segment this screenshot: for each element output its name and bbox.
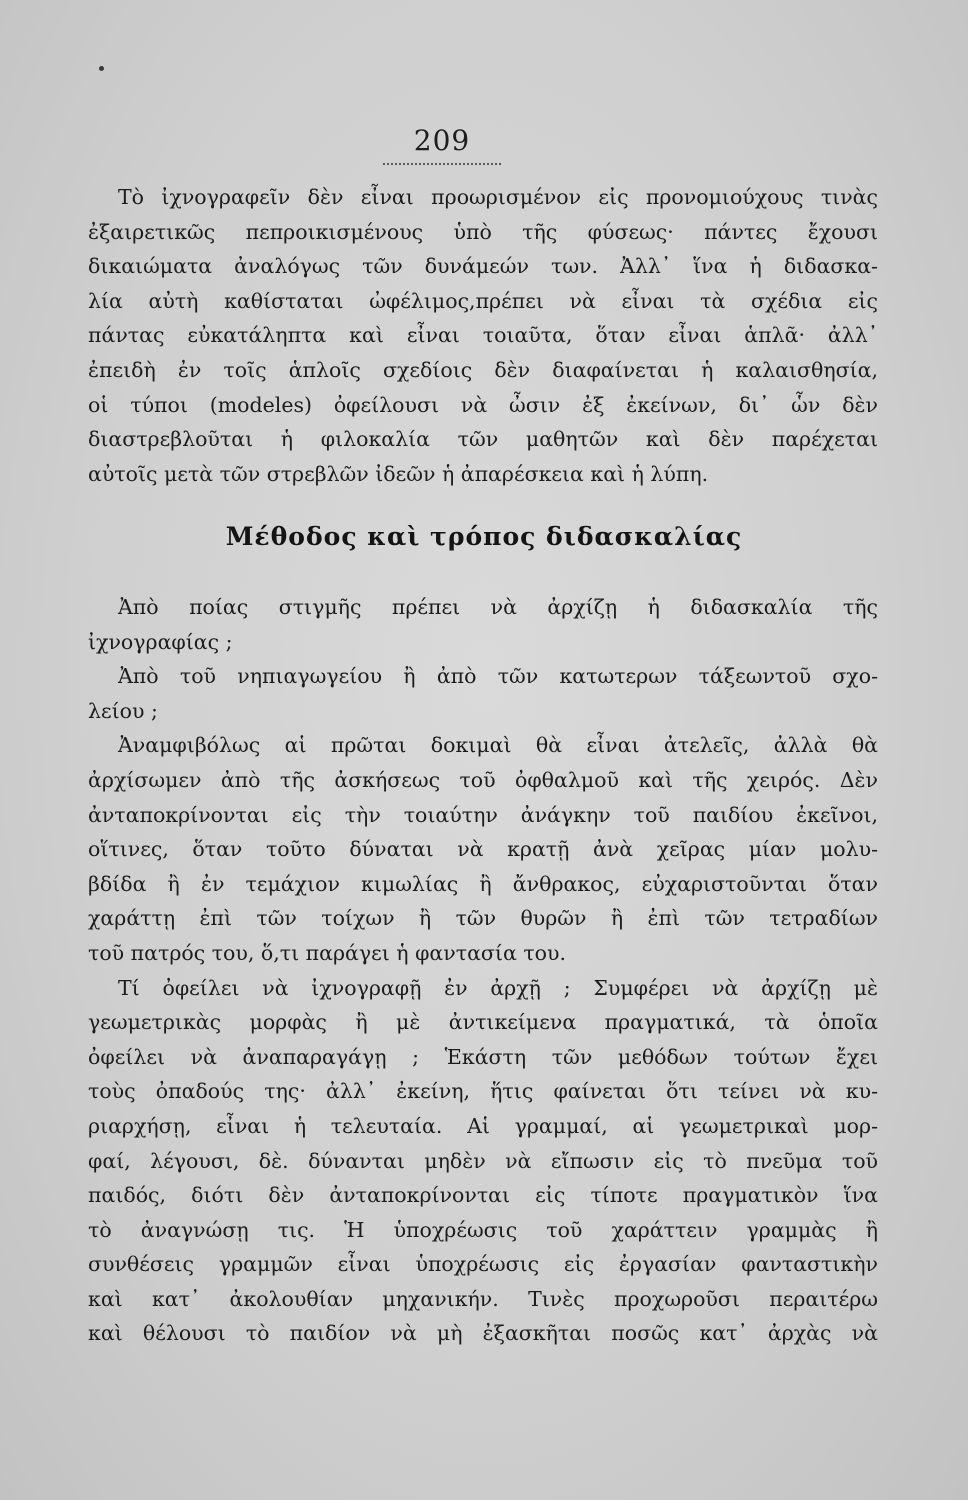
text-line: ἐπειδὴ ἐν τοῖς ἁπλοῖς σχεδίοις δὲν διαφαίνεται ἡ καλαισθησία, bbox=[88, 357, 878, 382]
text-line: βδίδα ἢ ἐν τεμάχιον κιμωλίας ἢ ἄνθρακος, εὐχαριστοῦνται ὅταν bbox=[88, 871, 878, 896]
paragraph-intro bbox=[88, 180, 878, 491]
text-line: παιδός, διότι δὲν ἀνταποκρίνονται εἰς τίποτε πραγματικὸν ἵνα bbox=[88, 1183, 878, 1208]
text-line: Ἀναμφιβόλως αἱ πρῶται δοκιμαὶ θὰ εἶναι ἀτελεῖς, ἀλλὰ θὰ bbox=[118, 733, 878, 758]
text-line: οἵτινες, ὅταν τοῦτο δύναται νὰ κρατῇ ἀνὰ χεῖρας μίαν μολυ- bbox=[88, 837, 878, 862]
text-line: ἐξαιρετικῶς πεπροικισμένους ὑπὸ τῆς φύσεως· πάντες ἔχουσι bbox=[88, 219, 878, 244]
text-line: χαράττῃ ἐπὶ τῶν τοίχων ἢ τῶν θυρῶν ἢ ἐπὶ τῶν τετραδίων bbox=[88, 906, 878, 931]
text-line: Τὸ ἰχνογραφεῖν δὲν εἶναι προωρισμένον εἰς προνομιούχους τινὰς bbox=[118, 185, 878, 209]
text-line: ἀνταποκρίνονται εἰς τὴν τοιαύτην ἀνάγκην τοῦ παιδίου ἐκεῖνοι, bbox=[88, 802, 878, 827]
text-line: τοῦ πατρός του, ὅ,τι παράγει ἡ φαντασία του. bbox=[88, 940, 566, 965]
text-line: ὀφείλει νὰ ἀναπαραγάγῃ ; Ἑκάστη τῶν μεθόδων τούτων ἔχει bbox=[88, 1044, 878, 1069]
text-line: καὶ θέλουσι τὸ παιδίον νὰ μὴ ἐξασκῆται ποσῶς κατ᾿ ἀρχὰς νὰ bbox=[88, 1321, 878, 1346]
text-line: Ἀπὸ τοῦ νηπιαγωγείου ἢ ἀπὸ τῶν κατωτερων τάξεωντοῦ σχο- bbox=[118, 664, 878, 689]
text-line: καὶ κατ᾿ ἀκολουθίαν μηχανικήν. Τινὲς προχωροῦσι περαιτέρω bbox=[88, 1286, 878, 1311]
page-number: 209 bbox=[413, 124, 471, 157]
text-line: οἱ τύποι (modeles) ὀφείλουσι νὰ ὦσιν ἐξ ἐκείνων, δι᾿ ὧν δὲν bbox=[88, 392, 878, 417]
text-line: φαί, λέγουσι, δὲ. δύνανται μηδὲν νὰ εἴπωσιν εἰς τὸ πνεῦμα τοῦ bbox=[88, 1148, 878, 1173]
text-line: λείου ; bbox=[88, 698, 158, 723]
text-line: αὐτοῖς μετὰ τῶν στρεβλῶν ἰδεῶν ἡ ἀπαρέσκεια καὶ ἡ λύπη. bbox=[88, 461, 709, 486]
text-line: Ἀπὸ ποίας στιγμῆς πρέπει νὰ ἀρχίζῃ ἡ διδασκαλία τῆς bbox=[118, 595, 878, 619]
text-line: τοὺς ὀπαδούς της· ἀλλ᾿ ἐκείνη, ἥτις φαίνεται ὅτι τείνει νὰ κυ- bbox=[88, 1079, 878, 1104]
text-line: διαστρεβλοῦται ἡ φιλοκαλία τῶν μαθητῶν καὶ δὲν παρέχεται bbox=[88, 427, 878, 452]
text-line: συνθέσεις γραμμῶν εἶναι ὑποχρέωσις εἰς ἐργασίαν φανταστικὴν bbox=[88, 1252, 878, 1277]
text-line: ἰχνογραφίας ; bbox=[88, 629, 233, 654]
text-line: ἀρχίσωμεν ἀπὸ τῆς ἀσκήσεως τοῦ ὀφθαλμοῦ καὶ τῆς χειρός. Δὲν bbox=[88, 767, 878, 792]
text-line: λία αὐτὴ καθίσταται ὠφέλιμος,πρέπει νὰ εἶναι τὰ σχέδια εἰς bbox=[88, 288, 878, 313]
paragraph-method bbox=[88, 590, 878, 1351]
text-line: πάντας εὐκατάληπτα καὶ εἶναι τοιαῦτα, ὅταν εἶναι ἁπλᾶ· ἀλλ᾿ bbox=[88, 323, 878, 348]
text-line: ριαρχήσῃ, εἶναι ἡ τελευταία. Αἱ γραμμαί, αἱ γεωμετρικαὶ μορ- bbox=[88, 1113, 878, 1138]
ink-speck bbox=[99, 66, 104, 71]
text-line: τὸ ἀναγνώσῃ τις. Ἡ ὑποχρέωσις τοῦ χαράττειν γραμμὰς ἢ bbox=[88, 1217, 878, 1242]
text-line: δικαιώματα ἀναλόγως τῶν δυνάμεών των. Ἀλλ᾿ ἵνα ἡ διδασκα- bbox=[88, 254, 878, 279]
section-heading: Μέθοδος καὶ τρόπος διδασκαλίας bbox=[225, 522, 743, 551]
text-line: Τί ὀφείλει νὰ ἰχνογραφῇ ἐν ἀρχῇ ; Συμφέρει νὰ ἀρχίζῃ μὲ bbox=[118, 975, 878, 1000]
text-line: γεωμετρικὰς μορφὰς ἢ μὲ ἀντικείμενα πραγματικά, τὰ ὁποῖα bbox=[88, 1010, 878, 1035]
header-rule bbox=[383, 163, 501, 165]
